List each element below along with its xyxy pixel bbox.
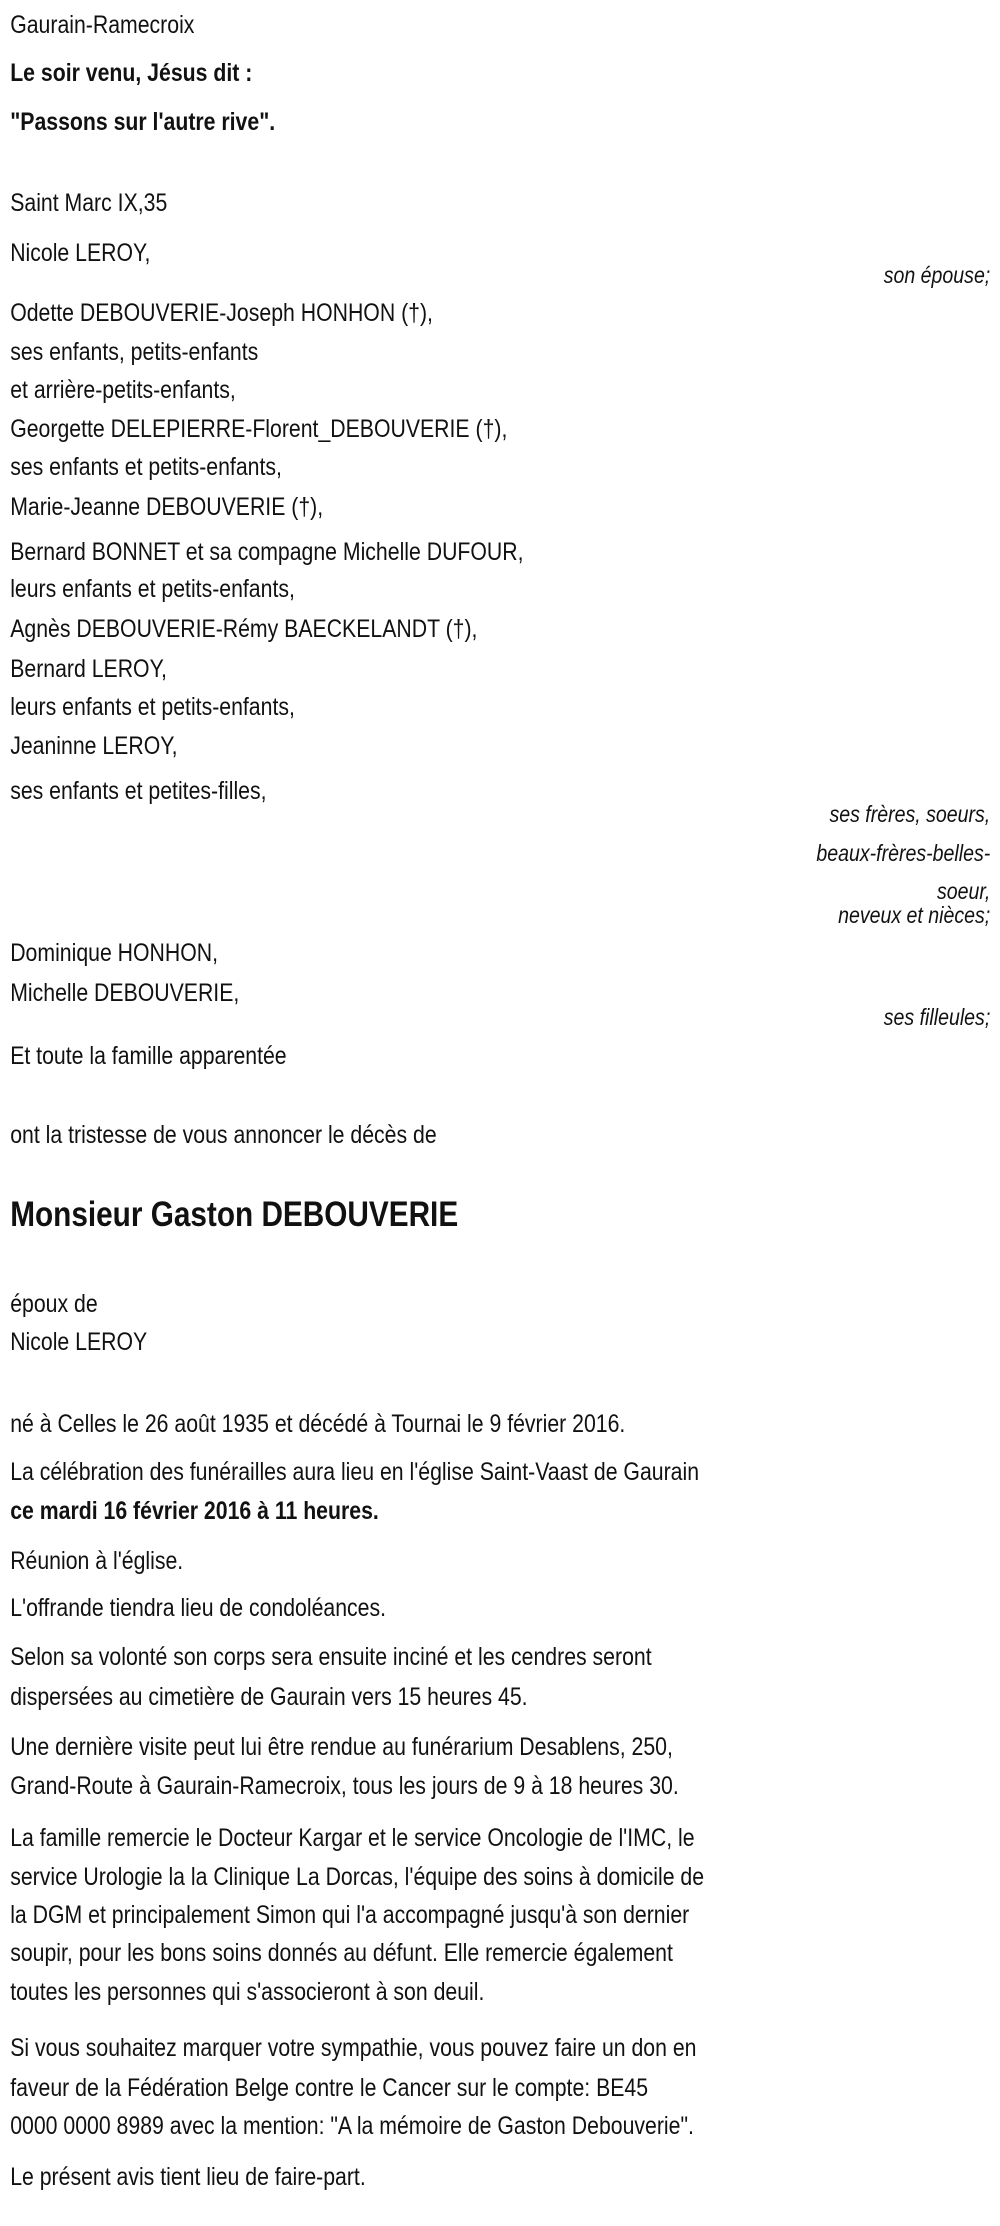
deceased-name-heading: Monsieur Gaston DEBOUVERIE xyxy=(10,1195,459,1234)
notice-line: Marie-Jeanne DEBOUVERIE (†), xyxy=(10,493,324,521)
notice-line: Georgette DELEPIERRE-Florent_DEBOUVERIE (†), xyxy=(10,415,508,443)
notice-line: Réunion à l'église. xyxy=(10,1547,184,1575)
notice-line: Selon sa volonté son corps sera ensuite inciné et les cendres seront xyxy=(10,1643,652,1671)
notice-line: 0000 0000 8989 avec la mention: "A la mémoire de Gaston Debouverie". xyxy=(10,2112,694,2140)
notice-line: soupir, pour les bons soins donnés au défunt. Elle remercie également xyxy=(10,1939,673,1967)
notice-line: ses enfants, petits-enfants xyxy=(10,338,259,366)
notice-line: Dominique HONHON, xyxy=(10,939,219,967)
notice-line: Bernard BONNET et sa compagne Michelle DUFOUR, xyxy=(10,538,524,566)
notice-line: Le soir venu, Jésus dit : xyxy=(10,59,253,87)
notice-line: "Passons sur l'autre rive". xyxy=(10,108,276,136)
notice-line: ses enfants et petits-enfants, xyxy=(10,453,282,481)
notice-line: L'offrande tiendra lieu de condoléances. xyxy=(10,1594,387,1622)
notice-line: Si vous souhaitez marquer votre sympathie, vous pouvez faire un don en xyxy=(10,2034,697,2062)
notice-line: Gaurain-Ramecroix xyxy=(10,11,195,39)
notice-line: La famille remercie le Docteur Kargar et le service Oncologie de l'IMC, le xyxy=(10,1824,695,1852)
relation-label: ses filleules; xyxy=(883,1004,991,1030)
relation-label: beaux-frères-belles- xyxy=(816,840,991,866)
notice-line: né à Celles le 26 août 1935 et décédé à Tournai le 9 février 2016. xyxy=(10,1410,626,1438)
relation-label: soeur, xyxy=(936,878,991,904)
notice-line: Grand-Route à Gaurain-Ramecroix, tous les jours de 9 à 18 heures 30. xyxy=(10,1772,679,1800)
notice-line: Le présent avis tient lieu de faire-part. xyxy=(10,2163,366,2191)
notice-line: Saint Marc IX,35 xyxy=(10,189,168,217)
relation-label: neveux et nièces; xyxy=(838,902,991,928)
notice-line: Michelle DEBOUVERIE, xyxy=(10,979,240,1007)
notice-line: dispersées au cimetière de Gaurain vers 15 heures 45. xyxy=(10,1683,528,1711)
notice-line: Odette DEBOUVERIE-Joseph HONHON (†), xyxy=(10,299,433,327)
notice-line: Une dernière visite peut lui être rendue au funérarium Desablens, 250, xyxy=(10,1733,673,1761)
relation-label: ses frères, soeurs, xyxy=(829,801,991,827)
notice-line: Jeaninne LEROY, xyxy=(10,732,178,760)
notice-line: la DGM et principalement Simon qui l'a accompagné jusqu'à son dernier xyxy=(10,1901,690,1929)
notice-line: Nicole LEROY, xyxy=(10,239,151,267)
notice-line: époux de xyxy=(10,1290,98,1318)
notice-line: Agnès DEBOUVERIE-Rémy BAECKELANDT (†), xyxy=(10,615,478,643)
relation-label: son épouse; xyxy=(883,262,991,288)
notice-line: Et toute la famille apparentée xyxy=(10,1042,287,1070)
notice-line: ses enfants et petites-filles, xyxy=(10,777,267,805)
notice-line: Nicole LEROY xyxy=(10,1328,148,1356)
notice-line: Bernard LEROY, xyxy=(10,655,167,683)
notice-line: faveur de la Fédération Belge contre le Cancer sur le compte: BE45 xyxy=(10,2074,649,2102)
notice-line: toutes les personnes qui s'associeront à son deuil. xyxy=(10,1978,485,2006)
notice-line: ce mardi 16 février 2016 à 11 heures. xyxy=(10,1497,379,1525)
notice-line: et arrière-petits-enfants, xyxy=(10,376,236,404)
notice-line: La célébration des funérailles aura lieu en l'église Saint-Vaast de Gaurain xyxy=(10,1458,700,1486)
notice-line: ont la tristesse de vous annoncer le décès de xyxy=(10,1121,437,1149)
notice-line: service Urologie la la Clinique La Dorcas, l'équipe des soins à domicile de xyxy=(10,1863,705,1891)
notice-line: leurs enfants et petits-enfants, xyxy=(10,693,295,721)
notice-line: leurs enfants et petits-enfants, xyxy=(10,575,295,603)
